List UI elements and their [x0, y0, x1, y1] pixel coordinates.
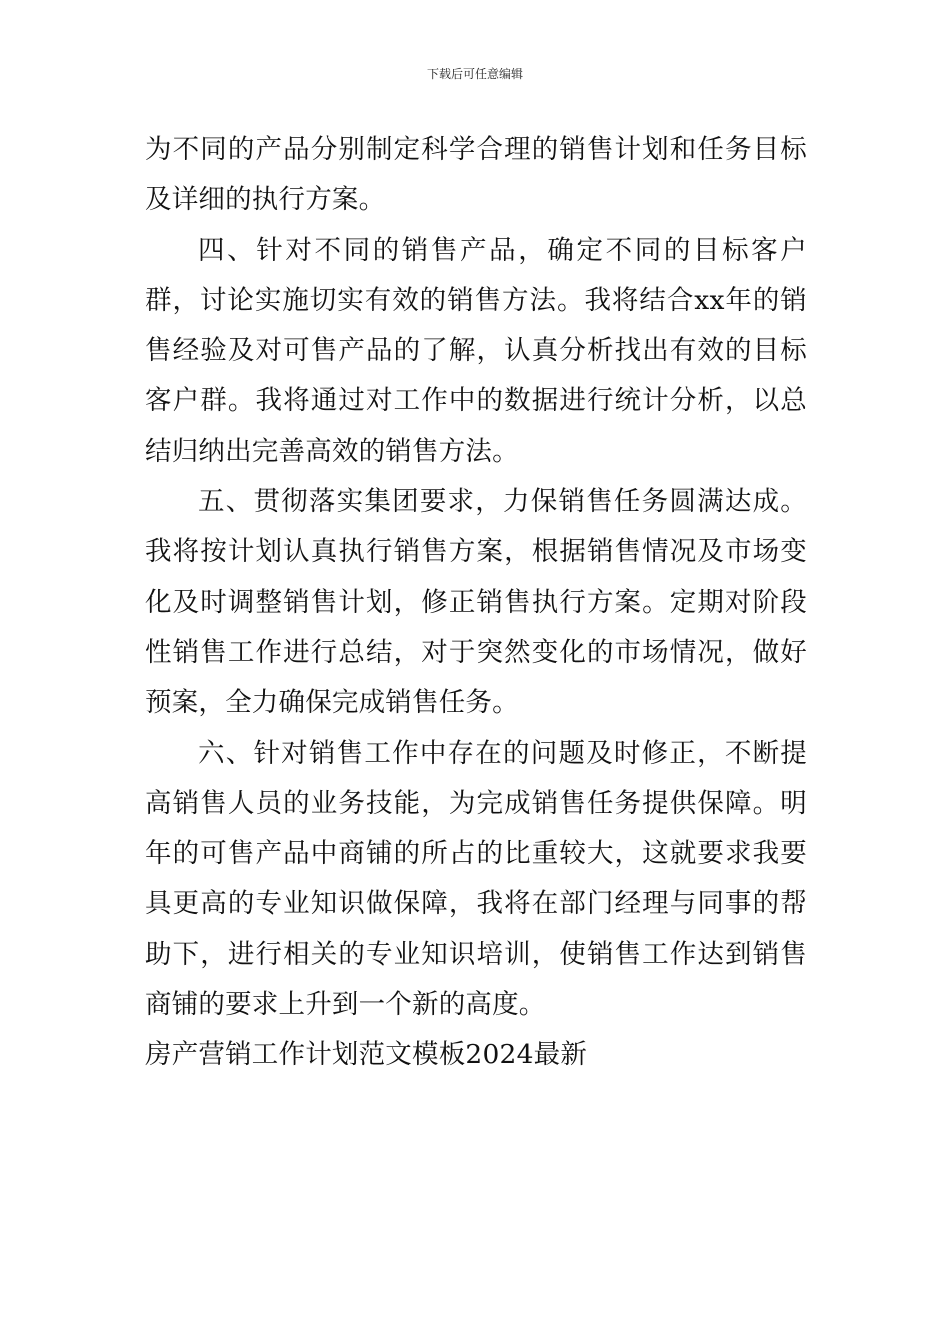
paragraph-item-four: 四、针对不同的销售产品，确定不同的目标客户群，讨论实施切实有效的销售方法。我将结合xx年的销售经验及对可售产品的了解，认真分析找出有效的目标客户群。我将通过对工作中的数据进行统计分析，以总结归纳出完善高效的销售方法。 [145, 234, 807, 467]
section-title: 房产营销工作计划范文模板2024最新 [145, 1039, 588, 1071]
page-header: 下载后可任意编辑 [426, 67, 523, 81]
paragraph-continuation: 为不同的产品分别制定科学合理的销售计划和任务目标及详细的执行方案。 [145, 134, 807, 216]
paragraph-item-six: 六、针对销售工作中存在的问题及时修正，不断提高销售人员的业务技能，为完成销售任务提供保障。明年的可售产品中商铺的所占的比重较大，这就要求我要具更高的专业知识做保障，我将在部门经理与同事的帮助下，进行相关的专业知识培训，使销售工作达到销售商铺的要求上升到一个新的高度。 [145, 737, 807, 1021]
document-body [145, 125, 807, 1081]
paragraph-item-five: 五、贯彻落实集团要求，力保销售任务圆满达成。我将按计划认真执行销售方案，根据销售情况及市场变化及时调整销售计划，修正销售执行方案。定期对阶段性销售工作进行总结，对于突然变化的市场情况，做好预案，全力确保完成销售任务。 [145, 486, 807, 719]
